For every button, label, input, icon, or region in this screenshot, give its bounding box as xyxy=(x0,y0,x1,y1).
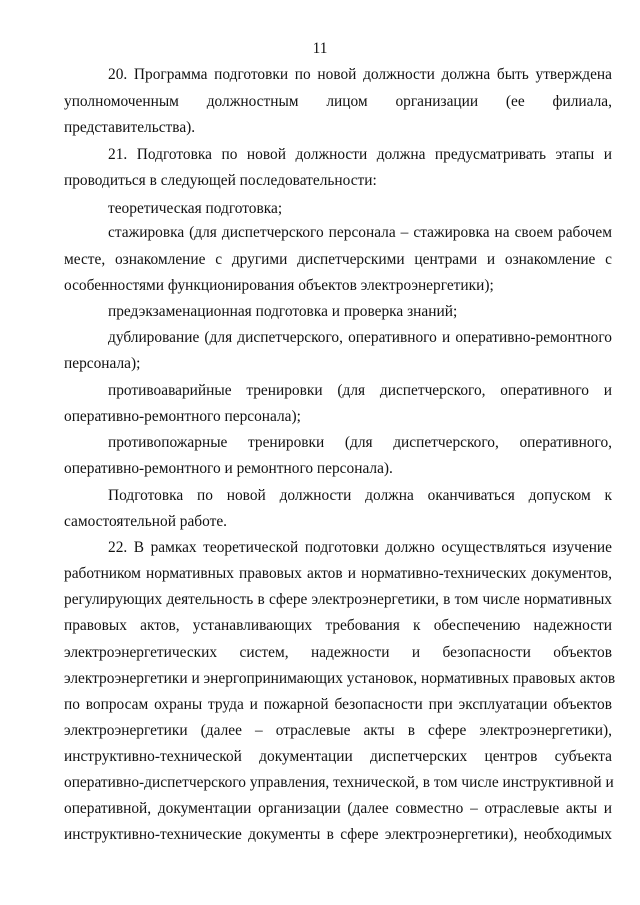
text-line: электроэнергетики и энергопринимающих установок, нормативных правовых актов xyxy=(64,670,616,687)
text-line: противоаварийные тренировки (для диспетчерского, оперативного и xyxy=(108,382,612,399)
text-line: персонала); xyxy=(64,355,141,372)
text-line: особенностями функционирования объектов электроэнергетики); xyxy=(64,277,494,294)
text-line: оперативно-ремонтного персонала); xyxy=(64,408,301,425)
text-line: представительства). xyxy=(64,119,196,136)
text-line: по вопросам охраны труда и пожарной безопасности при эксплуатации объектов xyxy=(64,696,612,713)
text-line: предэкзаменационная подготовка и проверка знаний; xyxy=(108,303,458,320)
text-line: дублирование (для диспетчерского, оперативного и оперативно-ремонтного xyxy=(108,329,612,346)
page-number: 11 xyxy=(312,40,328,57)
text-line: правовых актов, устанавливающих требования к обеспечению надежности xyxy=(64,617,612,634)
text-line: регулирующих деятельность в сфере электроэнергетики, в том числе нормативных xyxy=(64,591,612,608)
text-line: электроэнергетики (далее – отраслевые акты в сфере электроэнергетики), xyxy=(64,722,612,739)
text-line: месте, ознакомление с другими диспетчерскими центрами и ознакомление с xyxy=(64,251,612,268)
text-line: работником нормативных правовых актов и нормативно-технических документов, xyxy=(64,565,612,582)
text-line: оперативно-диспетчерского управления, технической, в том числе инструктивной и xyxy=(64,774,614,791)
text-line: инструктивно-технической документации диспетчерских центров субъекта xyxy=(64,748,612,765)
text-line: Подготовка по новой должности должна оканчиваться допуском к xyxy=(108,487,612,504)
text-line: оперативно-ремонтного и ремонтного персонала). xyxy=(64,460,393,477)
text-line: инструктивно-технические документы в сфере электроэнергетики), необходимых xyxy=(64,826,612,843)
text-line: 22. В рамках теоретической подготовки должно осуществляться изучение xyxy=(108,539,612,556)
text-line: оперативной, документации организации (далее совместно – отраслевые акты и xyxy=(64,800,612,817)
text-line: 20. Программа подготовки по новой должности должна быть утверждена xyxy=(108,66,612,83)
text-line: теоретическая подготовка; xyxy=(108,200,283,217)
text-line: 21. Подготовка по новой должности должна предусматривать этапы и xyxy=(108,146,612,163)
text-line: противопожарные тренировки (для диспетчерского, оперативного, xyxy=(108,434,612,451)
text-line: электроэнергетических систем, надежности и безопасности объектов xyxy=(64,644,612,661)
text-line: проводиться в следующей последовательности: xyxy=(64,172,377,189)
text-line: стажировка (для диспетчерского персонала – стажировка на своем рабочем xyxy=(108,224,612,241)
text-line: уполномоченным должностным лицом организации (ее филиала, xyxy=(64,93,612,110)
text-line: самостоятельной работе. xyxy=(64,513,228,530)
